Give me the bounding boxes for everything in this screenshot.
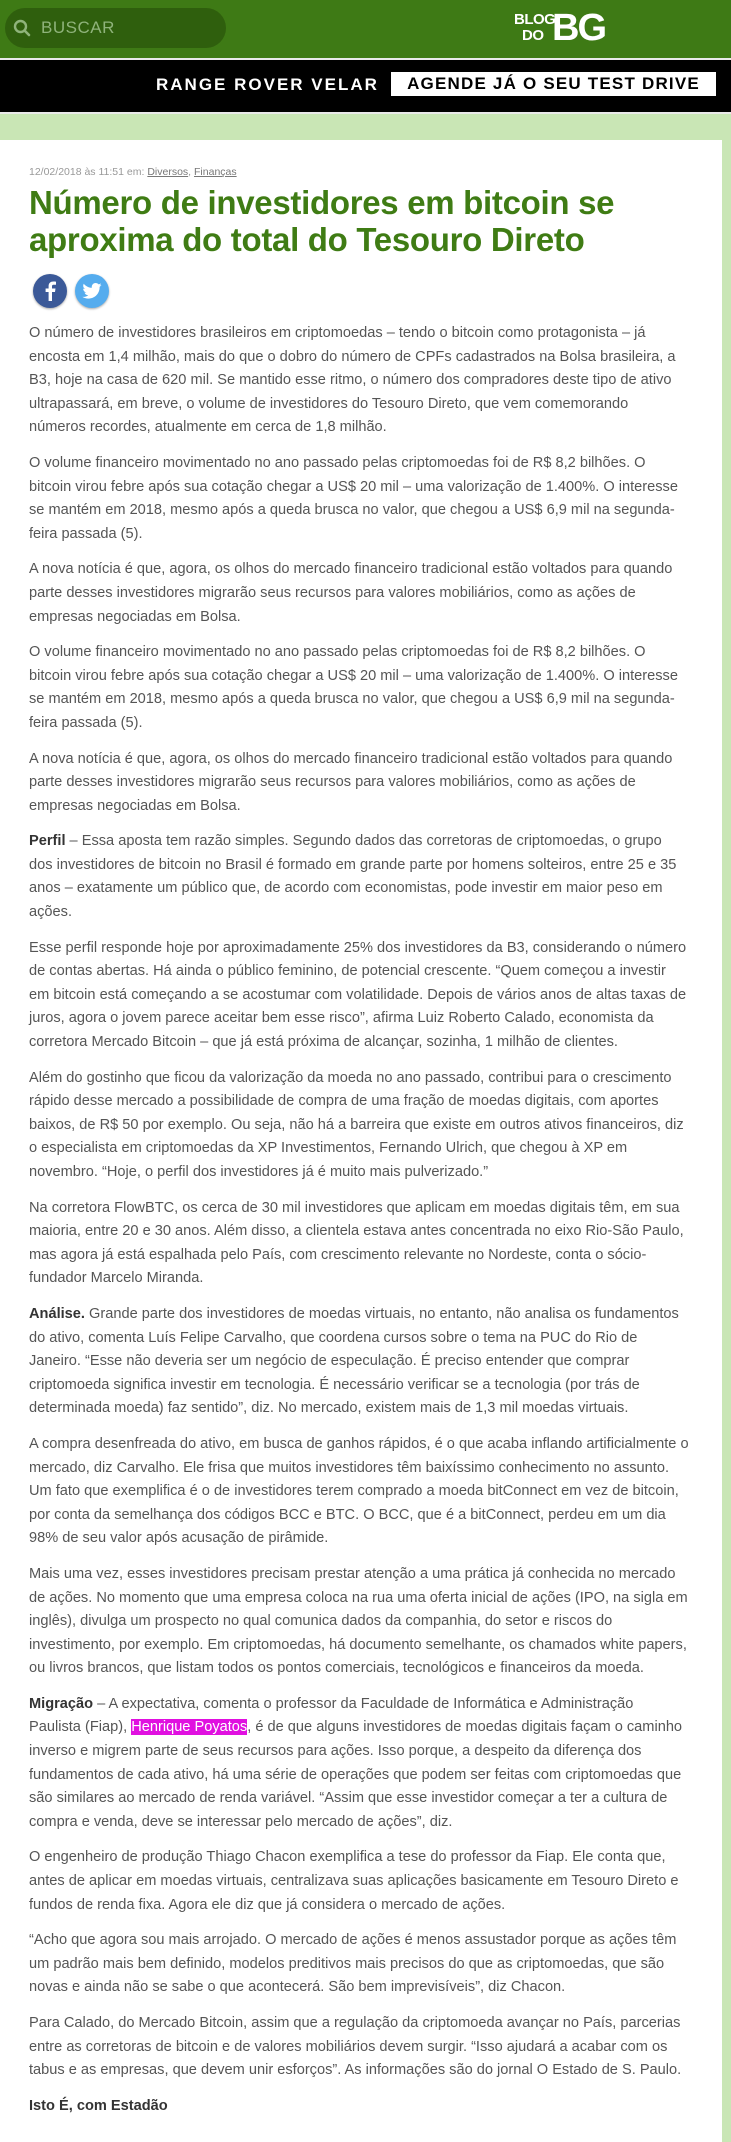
- ad-cta-button[interactable]: AGENDE JÁ O SEU TEST DRIVE: [391, 72, 716, 96]
- article-paragraph: [29, 1693, 689, 1835]
- logo-big: BG: [552, 7, 605, 49]
- article-paragraph: O volume financeiro movimentado no ano passado pelas criptomoedas foi de R$ 8,2 bilhões. O bitcoin virou febre após sua cotação chegar a US$ 20 mil – uma valorização de 1.400%. O interesse se mantém em 2018, mesmo após a queda brusca no valor, que chegou a US$ 6,9 mil na segunda-feira passada (5).: [29, 454, 678, 542]
- article-source: Isto É, com Estadão: [29, 2097, 168, 2114]
- ad-model-name: RANGE ROVER VELAR: [156, 75, 379, 94]
- article-paragraph: Na corretora FlowBTC, os cerca de 30 mil investidores que aplicam em moedas digitais têm, em sua maioria, entre 20 e 30 anos. Além disso, a clientela estava antes concentrada no eixo Rio-São Paulo, mas agora já está espalhada pelo País, com crescimento relevante no Nordeste, conta o sócio-fundador Marcelo Miranda.: [29, 1199, 684, 1287]
- category-link[interactable]: Finanças: [194, 166, 237, 178]
- highlighted-name: Henrique Poyatos: [131, 1719, 248, 1736]
- article-paragraph: O volume financeiro movimentado no ano passado pelas criptomoedas foi de R$ 8,2 bilhões. O bitcoin virou febre após sua cotação chegar a US$ 20 mil – uma valorização de 1.400%. O interesse se mantém em 2018, mesmo após a queda brusca no valor, que chegou a US$ 6,9 mil na segunda-feira passada (5).: [29, 644, 678, 731]
- article-paragraph: [29, 830, 689, 924]
- article-title: Número de investidores em bitcoin se aproxima do total do Tesouro Direto: [29, 184, 615, 258]
- search-input[interactable]: [39, 17, 213, 39]
- article-date: 12/02/2018 às 11:51 em:: [29, 166, 145, 178]
- facebook-share-button[interactable]: [33, 274, 67, 308]
- article-paragraph: O número de investidores brasileiros em criptomoedas – tendo o bitcoin como protagonista – já encosta em 1,4 milhão, mais do que o dobro do número de CPFs cadastrados na Bolsa brasileira, a B3, hoje na casa de 620 mil. Se mantido esse ritmo, o número dos compradores deste tipo de ativo ultrapassará, em breve, o volume de investidores do Tesouro Direto, que vem comemorando números recordes, atualmente em cerca de 1,8 milhão.: [29, 325, 676, 436]
- article-paragraph: “Acho que agora sou mais arrojado. O mercado de ações é menos assustador porque as ações têm um padrão mais bem definido, modelos preditivos mais precisos do que as criptomoedas, que são novas e ainda não se sabe o que acontecerá. São bem imprevisíveis”, diz Chacon.: [29, 1932, 677, 1996]
- paragraph-text: – Essa aposta tem razão simples. Segundo dados das corretoras de criptomoedas, o grupo dos investidores de bitcoin no Brasil é formado em grande parte por homens solteiros, entre 25 e 35 anos – exatamente um público que, de acordo com economistas, pode investir em maior peso em ações.: [29, 833, 677, 921]
- article-paragraph: A compra desenfreada do ativo, em busca de ganhos rápidos, é o que acaba inflando artificialmente o mercado, diz Carvalho. Ele frisa que muitos investidores têm baixíssimo conhecimento no assunto. Um fato que exemplifica é o de investidores terem comprado a moeda bitConnect em vez de bitcoin, por conta da semelhança dos códigos BCC e BTC. O BCC, que é a bitConnect, perdeu em um dia 98% de seu valor após acusação de pirâmide.: [29, 1435, 689, 1547]
- facebook-icon: [43, 281, 57, 301]
- paragraph-text: , é de que alguns investidores de moedas digitais façam o caminho inverso e migrem parte de seus recursos para ações. Isso porque, a despeito da diferença dos fundamentos de cada ativo, há uma série de operações que podem ser feitas com criptomoedas que são similares ao mercado de renda variável. “Assim que esse investidor começar a ter a cultura de compra e venda, deve se interessar pelo mercado de ações”, diz.: [29, 1719, 683, 1830]
- search-box[interactable]: [5, 8, 226, 48]
- paragraph-text: Grande parte dos investidores de moedas virtuais, no entanto, não analisa os fundamentos do ativo, comenta Luís Felipe Carvalho, que coordena cursos sobre o tema na PUC do Rio de Janeiro. “Esse não deveria ser um negócio de especulação. É preciso entender que comprar criptomoeda significa investir em tecnologia. É necessário verificar se a tecnologia (por trás de determinada moeda) faz sentido”, diz. No mercado, existem mais de 1,3 mil moedas virtuais.: [29, 1305, 679, 1417]
- paragraph-text: – A expectativa, comenta o professor da Faculdade de Informática e Administração Paulista (Fiap),: [29, 1695, 634, 1736]
- article-paragraph: Para Calado, do Mercado Bitcoin, assim que a regulação da criptomoeda avançar no País, parcerias entre as corretoras de bitcoin e de valores mobiliários devem surgir. “Isso ajudará a acabar com os tabus e as empresas, que devem unir esforços”. As informações são do jornal O Estado de S. Paulo.: [29, 2015, 682, 2079]
- category-link[interactable]: Diversos: [147, 166, 189, 178]
- article-paragraph: A nova notícia é que, agora, os olhos do mercado financeiro tradicional estão voltados para quando parte desses investidores migrarão seus recursos para valores mobiliários, como as ações de empresas negociadas em Bolsa.: [29, 750, 673, 814]
- ad-banner[interactable]: [0, 58, 731, 114]
- twitter-icon: [82, 283, 102, 299]
- article-paragraph: Além do gostinho que ficou da valorização da moeda no ano passado, contribui para o crescimento rápido desse mercado a possibilidade de compra de uma fração de moedas digitais, com aportes baixos, de R$ 50 por exemplo. Ou seja, não há a barreira que existe em outros ativos financeiros, diz o especialista em criptomoedas da XP Investimentos, Fernando Ulrich, que chegou à XP em novembro. “Hoje, o perfil dos investidores já é muito mais pulverizado.”: [29, 1069, 684, 1180]
- section-lead: Análise.: [29, 1305, 85, 1322]
- logo-line1: BLOG: [514, 11, 556, 28]
- article-paragraph: Mais uma vez, esses investidores precisam prestar atenção a uma prática já conhecida no mercado de ações. No momento que uma empresa coloca na rua uma oferta inicial de ações (IPO, na sigla em inglês), divulga um prospecto no qual comunica dados da companhia, do setor e riscos do investimento, por exemplo. Em criptomoedas, há documento semelhante, os chamados white papers, ou livros brancos, que listam todos os pontos comerciais, tecnológicos e financeiros da moeda.: [29, 1565, 688, 1677]
- article: [0, 140, 722, 2142]
- article-meta: 12/02/2018 às 11:51 em: Diversos, Finanças: [29, 166, 237, 178]
- article-paragraph: [29, 1303, 689, 1421]
- site-logo[interactable]: [514, 6, 614, 52]
- article-paragraph: Esse perfil responde hoje por aproximadamente 25% dos investidores da B3, considerando o número de contas abertas. Há ainda o público feminino, de potencial crescente. “Quem começou a investir em bitcoin está começando a se acostumar com volatilidade. Depois de vários anos de altas taxas de juros, agora o jovem parece aceitar bem esse risco”, afirma Luiz Roberto Calado, economista da corretora Mercado Bitcoin – que já está próxima de alcançar, sozinha, 1 milhão de clientes.: [29, 939, 687, 1051]
- article-paragraph: A nova notícia é que, agora, os olhos do mercado financeiro tradicional estão voltados para quando parte desses investidores migrarão seus recursos para valores mobiliários, como as ações de empresas negociadas em Bolsa.: [29, 561, 673, 625]
- logo-line2: DO: [522, 27, 544, 44]
- section-lead: Migração: [29, 1695, 94, 1712]
- section-lead: Perfil: [29, 833, 66, 850]
- article-paragraph: O engenheiro de produção Thiago Chacon exemplifica a tese do professor da Fiap. Ele conta que, antes de aplicar em moedas virtuais, centralizava suas aplicações basicamente em Tesouro Direto e fundos de renda fixa. Agora ele diz que já considera o mercado de ações.: [29, 1849, 679, 1913]
- share-buttons: [33, 274, 722, 308]
- top-bar: [0, 0, 731, 58]
- search-icon[interactable]: [5, 8, 39, 48]
- twitter-share-button[interactable]: [75, 274, 109, 308]
